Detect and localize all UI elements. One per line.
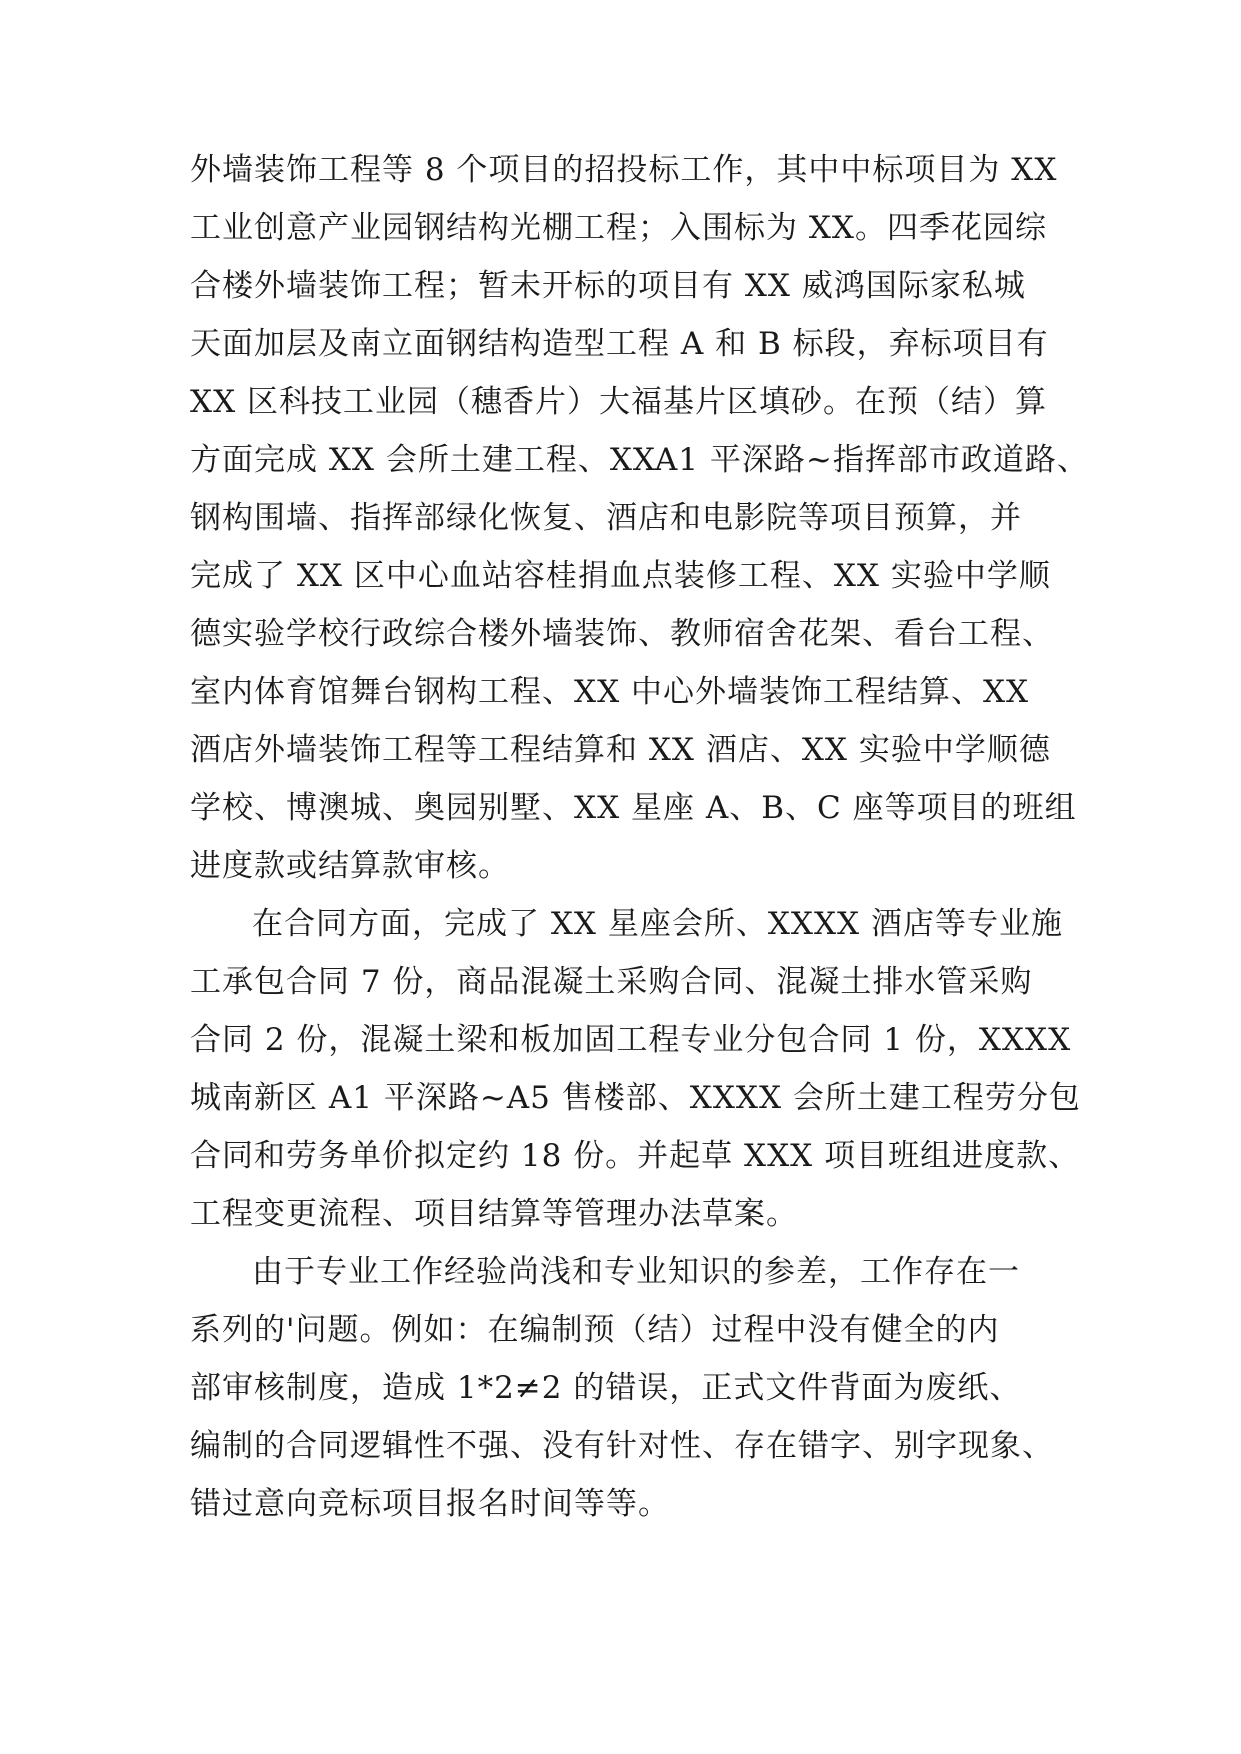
paragraph-1-line-11: 酒店外墙装饰工程等工程结算和 XX 酒店、XX 实验中学顺德 [190,732,1051,768]
paragraph-1-line-5: XX 区科技工业园（穗香片）大福基片区填砂。在预（结）算 [190,384,1047,420]
paragraph-3-line-3: 部审核制度，造成 1*2≠2 的错误，正式文件背面为废纸、 [190,1370,1022,1406]
paragraph-1-line-13: 进度款或结算款审核。 [190,848,510,884]
paragraph-1-line-10: 室内体育馆舞台钢构工程、XX 中心外墙装饰工程结算、XX [190,674,1030,710]
paragraph-1-line-7: 钢构围墙、指挥部绿化恢复、酒店和电影院等项目预算，并 [190,500,1022,536]
paragraph-2-line-4: 城南新区 A1 平深路~A5 售楼部、XXXX 会所土建工程劳分包 [190,1080,1081,1116]
paragraph-3-line-1: 由于专业工作经验尚浅和专业知识的参差，工作存在一 [252,1254,1020,1290]
paragraph-2-line-6: 工程变更流程、项目结算等管理办法草案。 [190,1196,798,1232]
paragraph-2-line-5: 合同和劳务单价拟定约 18 份。并起草 XXX 项目班组进度款、 [190,1138,1081,1174]
paragraph-1-line-3: 合楼外墙装饰工程；暂未开标的项目有 XX 威鸿国际家私城 [190,268,1026,304]
paragraph-1-line-12: 学校、博澳城、奥园别墅、XX 星座 A、B、C 座等项目的班组 [190,790,1077,826]
paragraph-1-line-2: 工业创意产业园钢结构光棚工程；入围标为 XX。四季花园综 [190,210,1047,246]
paragraph-1-line-8: 完成了 XX 区中心血站容桂捐血点装修工程、XX 实验中学顺 [190,558,1051,594]
paragraph-1-line-6: 方面完成 XX 会所土建工程、XXA1 平深路~指挥部市政道路、 [190,442,1089,478]
paragraph-3-line-4: 编制的合同逻辑性不强、没有针对性、存在错字、别字现象、 [190,1428,1054,1464]
paragraph-3-line-5: 错过意向竞标项目报名时间等等。 [190,1486,670,1522]
paragraph-1-line-1: 外墙装饰工程等 8 个项目的招投标工作，其中中标项目为 XX [190,152,1058,188]
paragraph-1-line-4: 天面加层及南立面钢结构造型工程 A 和 B 标段，弃标项目有 [190,326,1049,362]
paragraph-2-line-1: 在合同方面，完成了 XX 星座会所、XXXX 酒店等专业施 [252,906,1063,942]
paragraph-2-line-2: 工承包合同 7 份，商品混凝土采购合同、混凝土排水管采购 [190,964,1033,1000]
paragraph-3-line-2: 系列的'问题。例如：在编制预（结）过程中没有健全的内 [190,1312,1000,1348]
paragraph-2-line-3: 合同 2 份，混凝土梁和板加固工程专业分包合同 1 份，XXXX [190,1022,1072,1058]
paragraph-1-line-9: 德实验学校行政综合楼外墙装饰、教师宿舍花架、看台工程、 [190,616,1054,652]
